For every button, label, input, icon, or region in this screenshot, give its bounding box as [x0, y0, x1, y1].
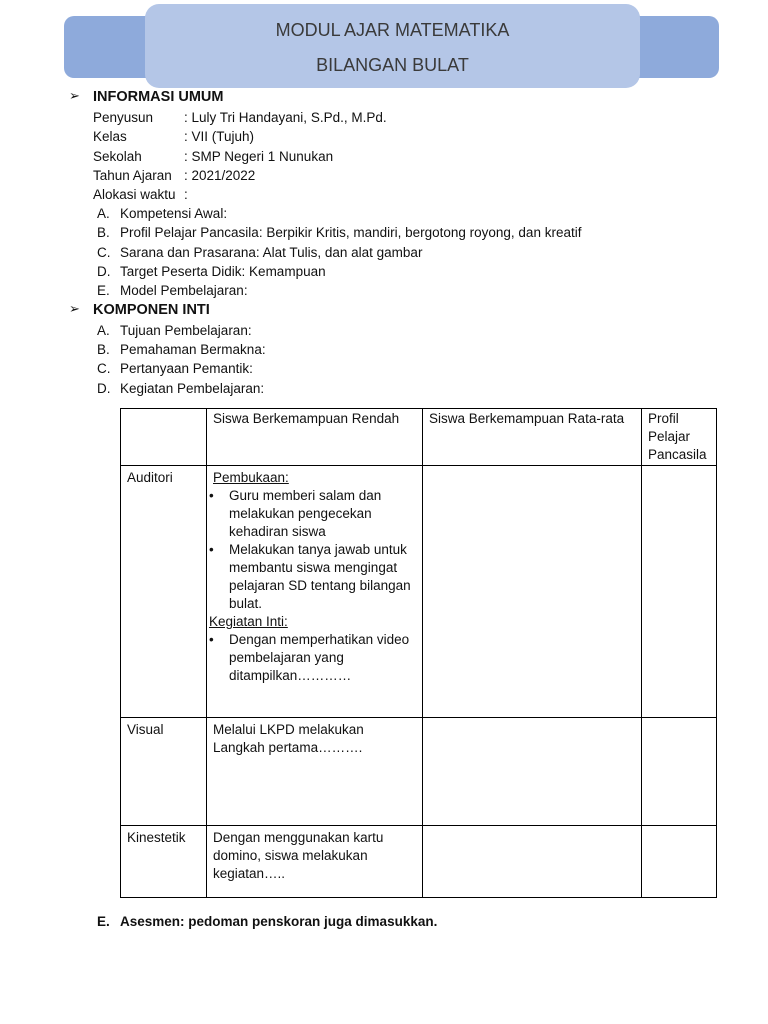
list-item: Pemahaman Bermakna: [120, 342, 266, 357]
table-header-cell [121, 409, 207, 466]
arrow-bullet-icon: ➢ [69, 88, 80, 103]
row-label-visual: Visual [121, 718, 207, 826]
list-item-letter: B. [97, 342, 110, 357]
opening-subheading: Pembukaan: [213, 470, 289, 485]
table-cell [207, 466, 423, 718]
field-value-kelas: : VII (Tujuh) [184, 129, 255, 144]
list-item: Kompetensi Awal: [120, 206, 228, 221]
list-item-letter: A. [97, 206, 110, 221]
table-cell: Dengan menggunakan kartu domino, siswa melakukan kegiatan….. [207, 826, 423, 898]
field-label-kelas: Kelas [93, 129, 127, 144]
list-item: • Dengan memperhatikan video pembelajaran yang ditampilkan………… [213, 631, 416, 685]
document-subtitle: BILANGAN BULAT [316, 55, 469, 75]
table-row [121, 718, 717, 826]
field-label-penyusun: Penyusun [93, 110, 154, 125]
list-item: Kegiatan Pembelajaran: [120, 381, 265, 396]
assessment-item: Asesmen: pedoman penskoran juga dimasukkan. [120, 914, 438, 929]
title-banner [145, 4, 640, 88]
row-label-kinestetik: Kinestetik [121, 826, 207, 898]
learning-activities-table [120, 408, 717, 898]
list-item: Tujuan Pembelajaran: [120, 323, 252, 338]
table-header-cell: Siswa Berkemampuan Rendah [207, 409, 423, 466]
section-heading-informasi-umum: INFORMASI UMUM [93, 89, 224, 105]
table-cell-empty [423, 466, 642, 718]
document-title: MODUL AJAR MATEMATIKA [275, 20, 510, 40]
list-item: • Guru memberi salam dan melakukan pengecekan kehadiran siswa [213, 487, 416, 541]
section-heading-komponen-inti: KOMPONEN INTI [93, 302, 210, 318]
list-item: Sarana dan Prasarana: Alat Tulis, dan alat gambar [120, 245, 423, 260]
table-row [121, 826, 717, 898]
list-item: Model Pembelajaran: [120, 283, 248, 298]
table-header-cell: Profil Pelajar Pancasila [642, 409, 717, 466]
field-label-alokasi-waktu: Alokasi waktu [93, 187, 176, 202]
row-label-auditori: Auditori [121, 466, 207, 718]
field-label-tahun-ajaran: Tahun Ajaran [93, 168, 172, 183]
table-cell: Melalui LKPD melakukan Langkah pertama………. [207, 718, 423, 826]
table-header-cell: Siswa Berkemampuan Rata-rata [423, 409, 642, 466]
field-value-tahun-ajaran: : 2021/2022 [184, 168, 256, 183]
field-value-alokasi-waktu: : [184, 187, 188, 202]
field-value-penyusun: : Luly Tri Handayani, S.Pd., M.Pd. [184, 110, 387, 125]
list-item-letter: D. [97, 264, 111, 279]
table-cell-empty [642, 466, 717, 718]
list-item-letter: D. [97, 381, 111, 396]
list-item-letter: C. [97, 361, 111, 376]
table-cell-empty [642, 718, 717, 826]
table-row [121, 466, 717, 718]
list-item: Pertanyaan Pemantik: [120, 361, 253, 376]
list-item-letter: E. [97, 914, 110, 929]
list-item: • Melakukan tanya jawab untuk membantu siswa mengingat pelajaran SD tentang bilangan bulat. [213, 541, 416, 613]
table-cell-empty [423, 718, 642, 826]
list-item-letter: B. [97, 225, 110, 240]
list-item-letter: A. [97, 323, 110, 338]
field-label-sekolah: Sekolah [93, 149, 142, 164]
list-item: Target Peserta Didik: Kemampuan [120, 264, 326, 279]
list-item-letter: C. [97, 245, 111, 260]
table-header-row [121, 409, 717, 466]
field-value-sekolah: : SMP Negeri 1 Nunukan [184, 149, 334, 164]
table-cell-empty [642, 826, 717, 898]
arrow-bullet-icon: ➢ [69, 301, 80, 316]
core-activity-subheading: Kegiatan Inti: [209, 614, 288, 629]
bullet-list [213, 631, 416, 685]
list-item: Profil Pelajar Pancasila: Berpikir Kritis, mandiri, bergotong royong, dan kreatif [120, 225, 582, 240]
bullet-list [213, 487, 416, 613]
list-item-letter: E. [97, 283, 110, 298]
table-cell-empty [423, 826, 642, 898]
